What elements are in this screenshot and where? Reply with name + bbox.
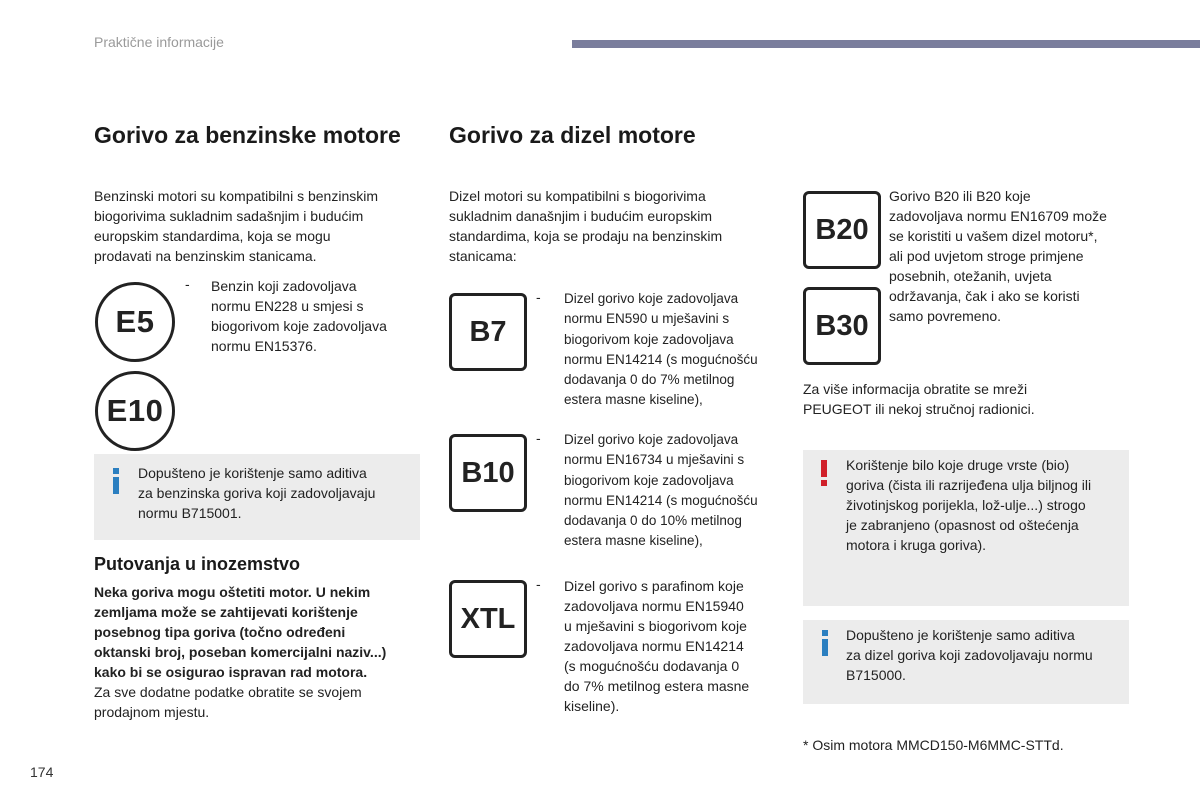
text-line: prodajnom mjestu.: [94, 704, 210, 720]
b7-description: [564, 289, 779, 411]
text-line: Dopušteno je korištenje samo aditiva: [138, 465, 367, 481]
text-line: sukladnim današnjim i budućim europskim: [449, 208, 713, 224]
text-line: B715000.: [846, 667, 906, 683]
list-dash: -: [536, 576, 541, 592]
text-line: Dizel gorivo koje zadovoljava: [564, 432, 739, 447]
text-line: zadovoljava normu EN15940: [564, 598, 744, 614]
text-line: za benzinska goriva koji zadovoljavaju: [138, 485, 376, 501]
text-line: biogorivom koje zadovoljava: [564, 331, 734, 347]
note-text: [138, 463, 418, 523]
text-line: Dizel gorivo s parafinom koje: [564, 578, 744, 594]
text-line: samo povremeno.: [889, 308, 1002, 324]
text-line: u mješavini s biogorivom koje: [564, 618, 747, 634]
list-dash: -: [536, 430, 541, 446]
text-line: standardima, koja se prodaju na benzinskim: [449, 228, 723, 244]
text-line: dodavanja 0 do 7% metilnog: [564, 372, 735, 388]
text-line: biogorivom koje zadovoljava: [211, 318, 387, 334]
petrol-additive-note: [94, 454, 420, 540]
page-number: 174: [30, 764, 54, 780]
text-line: posebnog tipa goriva (točno određeni: [94, 624, 346, 640]
text-line: Dizel gorivo koje zadovoljava: [564, 291, 739, 306]
b7-fuel-badge: B7: [449, 293, 527, 371]
text-line: normu B715001.: [138, 505, 242, 521]
travel-abroad-title: Putovanja u inozemstvo: [94, 554, 301, 574]
text-line: PEUGEOT ili nekoj stručnoj radionici.: [803, 401, 1035, 417]
text-line: Dopušteno je korištenje samo aditiva: [846, 627, 1075, 643]
text-line: Korištenje bilo koje druge vrste (bio): [846, 457, 1070, 473]
text-line: životinjskog porijekla, lož-ulje...) strogo: [846, 497, 1086, 513]
text-line: europskim standardima, koja se mogu: [94, 228, 331, 244]
b10-description: [564, 430, 779, 552]
list-dash: -: [536, 289, 541, 305]
text-line: održavanja, čak i ako se koristi: [889, 288, 1080, 304]
text-line: kako bi se osigurao ispravan rad motora.: [94, 664, 368, 680]
text-line: se koristiti u vašem dizel motoru*,: [889, 228, 1098, 244]
header-accent-bar: [572, 40, 1200, 48]
text-line: (s mogućnošću dodavanja 0: [564, 658, 740, 674]
b10-fuel-badge: B10: [449, 434, 527, 512]
b20-fuel-badge: B20: [803, 191, 881, 269]
info-icon: [110, 468, 122, 494]
b30-fuel-badge: B30: [803, 287, 881, 365]
text-line: estera masne kiseline),: [564, 533, 703, 549]
warning-icon: [819, 460, 829, 486]
text-line: Benzin koji zadovoljava: [211, 278, 357, 294]
text-line: za dizel goriva koji zadovoljavaju normu: [846, 647, 1093, 663]
peugeot-info-text: [803, 379, 1133, 419]
text-line: biogorivima sukladnim sadašnjim i budućim: [94, 208, 364, 224]
list-dash: -: [185, 276, 190, 292]
text-line: prodavati na benzinskim stanicama.: [94, 248, 317, 264]
diesel-intro: [449, 186, 779, 266]
text-line: ali pod uvjetom stroge primjene: [889, 248, 1084, 264]
text-line: goriva (čista ili razrijeđena ulja biljnog ili: [846, 477, 1092, 493]
travel-abroad-text: [94, 582, 424, 722]
text-line: zadovoljava normu EN16709 može: [889, 208, 1107, 224]
note-text: [846, 625, 1126, 685]
text-line: oktanski broj, poseban komercijalni naziv...): [94, 644, 387, 660]
warning-text: [846, 455, 1126, 555]
text-line: Za više informacija obratite se mreži: [803, 381, 1028, 397]
text-line: estera masne kiseline),: [564, 392, 703, 408]
petrol-intro: [94, 186, 424, 266]
text-line: zadovoljava normu EN14214: [564, 638, 744, 654]
fuel-warning-note: [803, 450, 1129, 606]
text-line: motora i kruga goriva).: [846, 537, 987, 553]
xtl-description: [564, 576, 779, 716]
text-line: Benzinski motori su kompatibilni s benzinskim: [94, 188, 378, 204]
info-icon: [819, 630, 831, 656]
text-line: normu EN228 u smjesi s: [211, 298, 364, 314]
petrol-fuel-title: Gorivo za benzinske motore: [94, 122, 401, 148]
b20-description: [889, 186, 1159, 326]
text-line: biogorivom koje zadovoljava: [564, 472, 734, 488]
e5-description: [211, 276, 421, 356]
text-line: stanicama:: [449, 248, 517, 264]
e5-fuel-badge: E5: [95, 282, 175, 362]
text-line: posebnih, otežanih, uvjeta: [889, 268, 1052, 284]
text-line: je zabranjeno (opasnost od oštećenja: [846, 517, 1079, 533]
text-line: normu EN16734 u mješavini s: [564, 452, 745, 468]
text-line: zemljama može se zahtijevati korištenje: [94, 604, 358, 620]
text-line: Gorivo B20 ili B20 koje: [889, 188, 1031, 204]
text-line: Neka goriva mogu oštetiti motor. U nekim: [94, 584, 371, 600]
footnote: * Osim motora MMCD150-M6MMC-STTd.: [803, 737, 1064, 753]
text-line: normu EN590 u mješavini s: [564, 311, 730, 327]
text-line: Dizel motori su kompatibilni s biogorivima: [449, 188, 706, 204]
diesel-additive-note: [803, 620, 1129, 704]
text-line: kiseline).: [564, 698, 620, 714]
text-line: do 7% metilnog estera masne: [564, 678, 750, 694]
diesel-fuel-title: Gorivo za dizel motore: [449, 122, 696, 148]
e10-fuel-badge: E10: [95, 371, 175, 451]
section-label: Praktične informacije: [94, 34, 224, 50]
text-line: dodavanja 0 do 10% metilnog: [564, 513, 742, 529]
text-line: normu EN14214 (s mogućnošću: [564, 351, 758, 367]
text-line: Za sve dodatne podatke obratite se svojem: [94, 684, 362, 700]
text-line: normu EN15376.: [211, 338, 317, 354]
xtl-fuel-badge: XTL: [449, 580, 527, 658]
text-line: normu EN14214 (s mogućnošću: [564, 492, 758, 508]
